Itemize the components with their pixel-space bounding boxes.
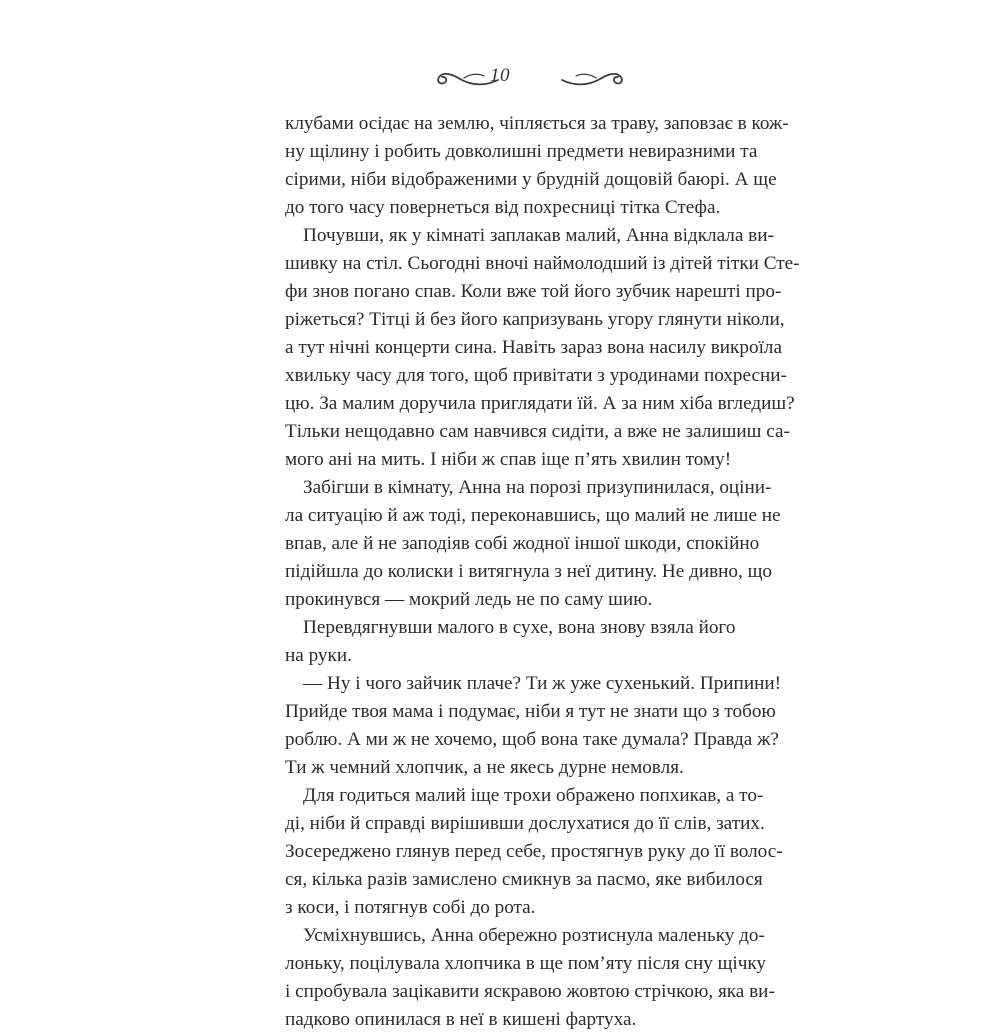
text-line: Усміхнувшись, Анна обережно розтиснула маленьку до- — [303, 925, 765, 946]
page-header — [0, 56, 1000, 100]
text-line: і спробувала зацікавити яскравою жовтою стрічкою, яка ви- — [285, 981, 775, 1002]
text-line: цю. За малим доручила приглядати їй. А за ним хіба вгледиш? — [285, 393, 795, 414]
text-line: Ти ж чемний хлопчик, а не якесь дурне немовля. — [285, 757, 684, 778]
text-line: сірими, ніби відображеними у брудній дощовій баюрі. А ще — [285, 169, 777, 190]
text-line: роблю. А ми ж не хочемо, щоб вона таке думала? Правда ж? — [285, 729, 779, 750]
text-line: підійшла до колиски і витягнула з неї дитину. Не дивно, що — [285, 561, 772, 582]
text-line: фи знов погано спав. Коли вже той його зубчик нарешті про- — [285, 281, 782, 302]
text-line: з коси, і потягнув собі до рота. — [285, 897, 536, 918]
text-line: мого ані на мить. І ніби ж спав іще п’ять хвилин тому! — [285, 449, 732, 470]
text-line: ді, ніби й справді вирішивши дослухатися до її слів, затих. — [285, 813, 765, 834]
text-line: шивку на стіл. Сьогодні вночі наймолодший із дітей тітки Сте- — [285, 253, 800, 274]
body-text — [285, 110, 800, 1034]
text-line: Зосереджено глянув перед себе, простягнув руку до її волос- — [285, 841, 783, 862]
text-line: Тільки нещодавно сам навчився сидіти, а вже не залишиш са- — [285, 421, 790, 442]
text-line: лоньку, поцілувала хлопчика в ще пом’яту після сну щічку — [285, 953, 767, 974]
text-line: ла ситуацію й аж тоді, переконавшись, що малий не лише не — [285, 505, 781, 526]
text-line: впав, але й не заподіяв собі жодної іншої шкоди, спокійно — [285, 533, 760, 554]
text-line: ну щілину і робить довколишні предмети невиразними та — [285, 141, 758, 162]
right-flourish-ornament-icon — [558, 64, 626, 90]
text-line: Для годиться малий іще трохи ображено попхикав, а то- — [303, 785, 764, 806]
text-line: хвильку часу для того, щоб привітати з уродинами похресни- — [285, 365, 787, 386]
text-line: — Ну і чого зайчик плаче? Ти ж уже сухенький. Припини! — [303, 673, 782, 694]
text-line: Почувши, як у кімнаті заплакав малий, Анна відклала ви- — [303, 225, 774, 246]
text-line: ся, кілька разів замислено смикнув за пасмо, яке вибилося — [285, 869, 763, 890]
text-line: падково опинилася в неї в кишені фартуха. — [285, 1009, 637, 1030]
text-line: на руки. — [285, 645, 352, 666]
text-line: до того часу повернеться від похресниці тітка Стефа. — [285, 197, 721, 218]
text-line: Прийде твоя мама і подумає, ніби я тут не знати що з тобою — [285, 701, 776, 722]
text-line: клубами осідає на землю, чіпляється за траву, заповзає в кож- — [285, 113, 789, 134]
text-line: Перевдягнувши малого в сухе, вона знову взяла його — [303, 617, 736, 638]
page-number: 10 — [490, 65, 510, 86]
text-line: а тут нічні концерти сина. Навіть зараз вона насилу викроїла — [285, 337, 782, 358]
text-line: Забігши в кімнату, Анна на порозі призупинилася, оціни- — [303, 477, 772, 498]
text-line: ріжеться? Тітці й без його капризувань угору глянути ніколи, — [285, 309, 785, 330]
text-line: прокинувся — мокрий ледь не по саму шию. — [285, 589, 653, 610]
